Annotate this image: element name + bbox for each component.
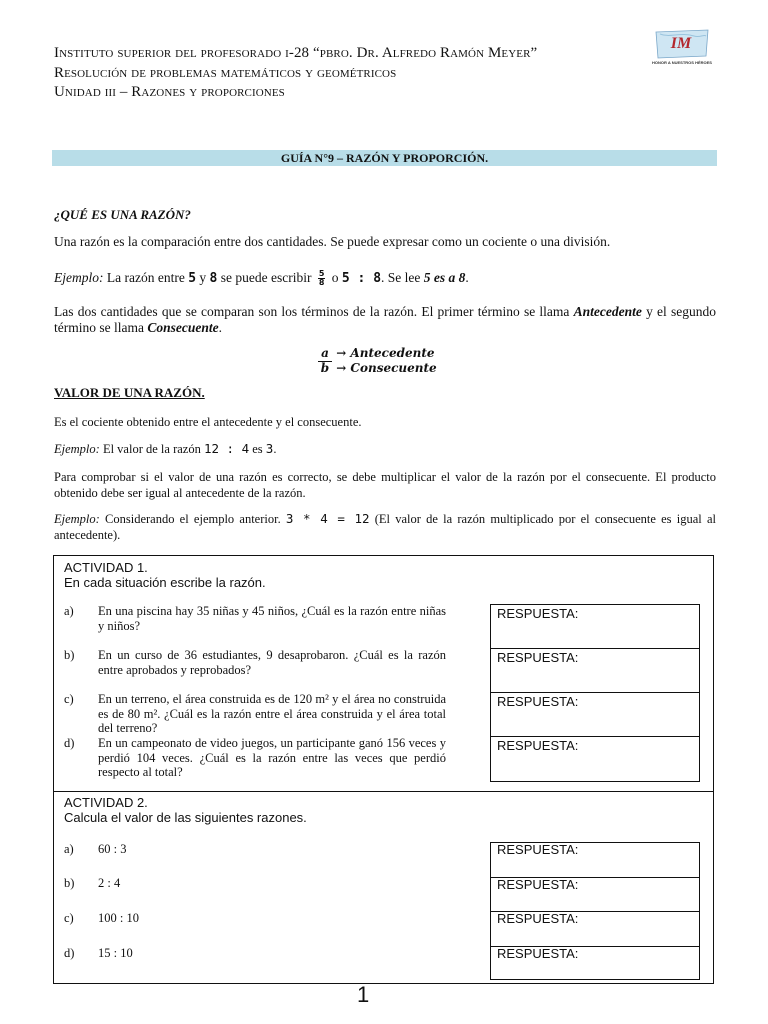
activity-1-answer-d[interactable]: RESPUESTA:: [497, 738, 579, 753]
example-reading: 5 es a 8: [423, 270, 466, 285]
activity-1-answer-a[interactable]: RESPUESTA:: [491, 605, 699, 649]
document-header: [54, 44, 654, 103]
activity-2-answer-b[interactable]: RESPUESTA:: [491, 878, 699, 913]
consequent-term: Consecuente: [147, 320, 219, 335]
terms-paragraph: Las dos cantidades que se comparan son los términos de la razón. El primer término se llama Antecedente y el segundo término se llama Consecuente.: [54, 304, 716, 335]
activity-1-instruction: En cada situación escribe la razón.: [64, 575, 266, 590]
example-fraction: $\frac{5}{8}$: [318, 269, 325, 288]
activity-1-answer-c[interactable]: RESPUESTA:: [491, 693, 699, 737]
section-heading-valor: VALOR DE UNA RAZÓN.: [54, 385, 205, 400]
institution-logo: [650, 26, 714, 72]
course-name: Resolución de problemas matemáticos y geométricos: [54, 64, 397, 81]
valor-example-ratio: 12 : 4: [203, 441, 250, 456]
logo-caption: HONOR A NUESTROS HÉROES: [652, 60, 712, 65]
activity-1-box: [53, 555, 714, 792]
diagram-var-b: b: [320, 361, 330, 375]
valor-definition: Es el cociente obtenido entre el antecedente y el consecuente.: [54, 415, 362, 429]
activity-2-title: ACTIVIDAD 2.: [64, 795, 148, 810]
ratio-terms-diagram: [318, 346, 437, 376]
section-heading-razon: ¿QUÉ ES UNA RAZÓN?: [54, 207, 191, 222]
activity-1-answer-b[interactable]: RESPUESTA:: [491, 649, 699, 693]
activity-1-title: ACTIVIDAD 1.: [64, 560, 148, 575]
activity-1-question-c: c) En un terreno, el área construida es de 120 m² y el área no construida es de 80 m². ¿Cuál es la razón entre el área construida y el área total del terreno?: [64, 692, 446, 735]
check-example-math: 3 * 4 = 12: [285, 511, 370, 526]
activity-2-instruction: Calcula el valor de las siguientes razones.: [64, 810, 307, 825]
activity-2-answer-a[interactable]: RESPUESTA:: [491, 843, 699, 878]
antecedent-term: Antecedente: [573, 304, 642, 319]
activity-2-question-d: d) 15 : 10: [64, 946, 133, 960]
activity-2-question-b: b) 2 : 4: [64, 876, 121, 890]
example-term-b: 8: [209, 271, 218, 286]
institution-name: Instituto superior del profesorado i-28 “pbro. Dr. Alfredo Ramón Meyer”: [54, 45, 538, 61]
diagram-var-a: a: [318, 346, 332, 362]
activity-2-answer-c[interactable]: RESPUESTA:: [491, 912, 699, 947]
logo-letters: IM: [670, 35, 692, 52]
diagram-label-consequent: → Consecuente: [336, 361, 437, 375]
activity-1-question-a: a) En una piscina hay 35 niñas y 45 niños, ¿Cuál es la razón entre niñas y niños?: [64, 604, 446, 633]
razon-definition: Una razón es la comparación entre dos cantidades. Se puede expresar como un cociente o una división.: [54, 234, 611, 249]
activity-1-question-b: b) En un curso de 36 estudiantes, 9 desaprobaron. ¿Cuál es la razón entre aprobados y reprobados?: [64, 648, 446, 677]
example-term-a: 5: [188, 271, 197, 286]
activity-2-box: [53, 791, 714, 984]
activity-1-question-d: d) En un campeonato de video juegos, un participante ganó 156 veces y perdió 104 veces. ¿Cuál es la razón entre las veces que perdió respecto al total?: [64, 736, 446, 779]
activity-2-answer-grid: [490, 842, 700, 980]
activity-1-answer-grid: [490, 604, 700, 782]
activity-2-answer-d[interactable]: RESPUESTA:: [497, 945, 579, 961]
guide-title: GUÍA N°9 – RAZÓN Y PROPORCIÓN.: [52, 150, 717, 166]
valor-example: Ejemplo: El valor de la razón 12 : 4 es 3.: [54, 441, 277, 456]
unit-name: Unidad iii – Razones y proporciones: [54, 84, 285, 100]
razon-example: Ejemplo: La razón entre 5 y 8 se puede escribir $\frac{5}{8}$ o 5 : 8. Se lee 5 es a 8.: [54, 269, 469, 288]
example-ratio: 5 : 8: [341, 271, 382, 286]
example-label: Ejemplo:: [54, 270, 104, 285]
activity-2-question-c: c) 100 : 10: [64, 911, 139, 925]
check-paragraph: Para comprobar si el valor de una razón es correcto, se debe multiplicar el valor de la razón por el consecuente. El producto obtenido debe ser igual al antecedente de la razón.: [54, 470, 716, 500]
valor-example-value: 3: [265, 441, 274, 456]
activity-2-question-a: a) 60 : 3: [64, 842, 127, 856]
diagram-label-antecedent: → Antecedente: [336, 346, 435, 360]
check-example: Ejemplo: Considerando el ejemplo anterior. 3 * 4 = 12 (El valor de la razón multiplicado por el consecuente es igual al antecedente).: [54, 511, 716, 542]
page-number: 1: [357, 982, 370, 1007]
